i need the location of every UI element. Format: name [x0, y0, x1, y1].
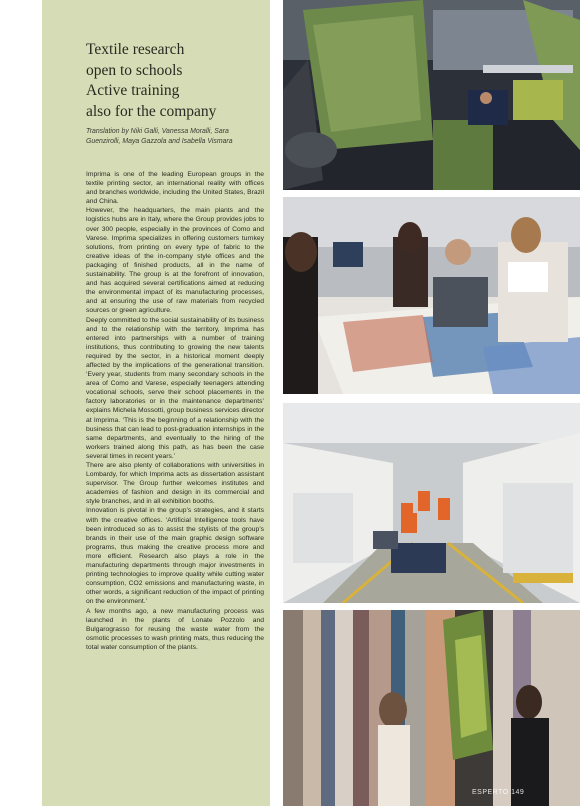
article-title — [86, 40, 266, 122]
page-folio: ESPERTO 149 — [472, 789, 525, 796]
body-paragraph: Imprima is one of the leading European groups in the textile printing sector, an international reality with offices and branches worldwide, including the United States, Brazil and China. — [86, 171, 264, 206]
photo-fabric-archive — [283, 610, 580, 806]
body-paragraph: A few months ago, a new manufacturing process was launched in the plants of Lonate Pozzolo and Bulgarograsso for reusing the waste water from the osmotic processes to wash printing mats, thus reducing the total water consumption of the plants. — [86, 607, 264, 651]
body-paragraph: Deeply committed to the social sustainability of its business and to the relationship with the territory, Imprima has entered into partnerships with a number of training institutions, thus contributing to growing the new talents required by the sector, in a historical moment deeply affected by the implications of the generational transition. ‘Every year, students from many secondary schools in the area of Como and Varese, especially teenagers attending vocational schools, serve their school placements in the factory laboratories or in the maintenance departments’ explains Michela Mossotti, group business services director at Imprima. ‘This is the beginning of a relationship with the business that can lead to post-graduation internships in the same departments, and eventually to the hiring of the workers trained along this path, as has been the case several times in recent years.’ — [86, 316, 264, 460]
body-paragraph: Innovation is pivotal in the group’s strategies, and it starts with the creative offices. ‘Artificial Intelligence tools have been introduced so as to assist the stylists of the group’s brands in their use of the main graphic design software programs, thus making the creative process more and more efficient. Research also plays a role in the manufacturing departments through major investments in printing technologies to improve quality while cutting water consumption, CO2 emissions and manufacturing waste, in other words, a significant reduction of the impact of printing on the environment.’ — [86, 507, 264, 606]
photo-printing-machine — [283, 0, 580, 190]
title-line: open to schools — [86, 61, 183, 79]
title-line: also for the company — [86, 102, 217, 120]
title-line: Textile research — [86, 41, 185, 58]
article-body — [86, 170, 264, 652]
translation-credits: Translation by Niki Galli, Vanessa Moralli, Sara Guenzirolli, Maya Gazzola and Isabella Vismara — [86, 128, 233, 146]
body-paragraph: There are also plenty of collaborations with universities in Lombardy, for which Imprima acts as dissertation assistant supervisor. The Group further welcomes institutes and academies of fashion and design in its commercial and style branches, and in all exhibition booths. — [86, 462, 264, 506]
photo-factory-hall — [283, 403, 580, 603]
title-line: Active training — [86, 82, 180, 99]
body-paragraph: However, the headquarters, the main plants and the logistics hubs are in Italy, where the Group provides jobs to over 300 people, especially in the provinces of Como and Varese. Imprima specializes in offering customers turnkey solutions, from printing on every type of fabric to the creative ideas of the in-company style offices and the packaging of finished products, all in the name of sustainability. The group is at the forefront of innovation, and has acquired several certifications aimed at reducing the environmental impact of its manufacturing processes, and at ensuring the use of raw materials from recycled sources or green agriculture. — [86, 207, 264, 315]
photo-fabric-table-team — [283, 197, 580, 394]
